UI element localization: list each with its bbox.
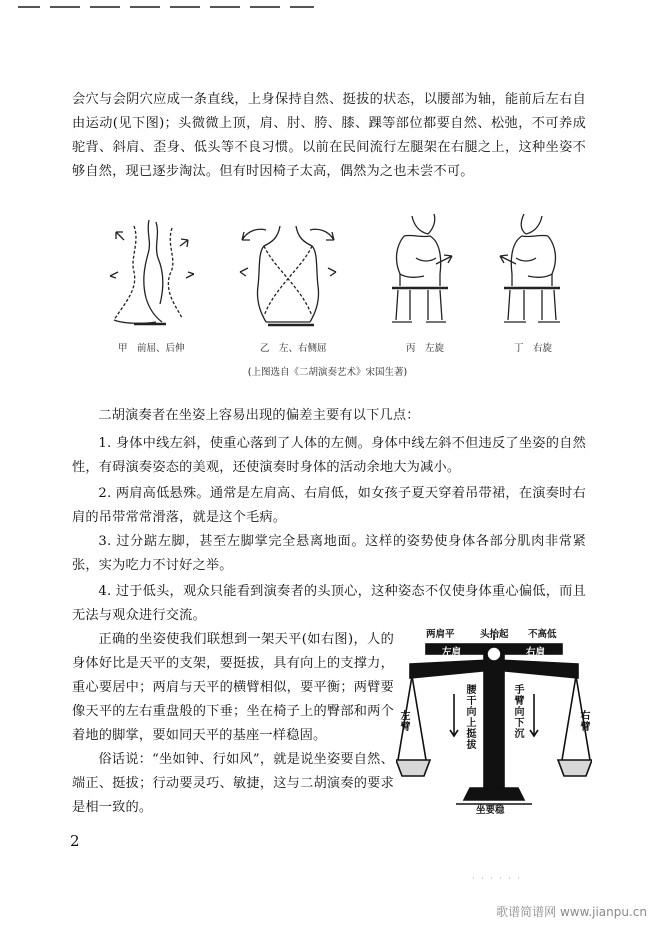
issue-2: 2. 两肩高低悬殊。通常是左肩高、右肩低，如女孩子夏天穿着吊带裙，在演奏时右肩的吊带常常滑落，就是这个毛病。 <box>72 486 586 525</box>
posture-figures <box>90 212 580 372</box>
seated-right-turn-icon <box>490 212 570 337</box>
intro-sentence: 二胡演奏者在坐姿上容易出现的偏差主要有以下几点： <box>98 408 420 423</box>
label-arms-sink: 手臂向下沉 <box>512 684 523 739</box>
balance-scale-icon <box>396 624 592 816</box>
side-bend-outline-icon <box>228 212 348 337</box>
issue-4: 4. 过于低头，观众只能看到演奏者的头顶心，这种姿态不仅使身体重心偏低，而且无法与观众进行交流。 <box>72 584 586 623</box>
figure-right-rotation <box>490 212 570 337</box>
label-left-arm: 左臂 <box>398 710 409 732</box>
label-head-up: 头抬起 <box>480 629 509 640</box>
issue-1: 1. 身体中线左斜，使重心落到了人体的左侧。身体中线左斜不但违反了坐姿的自然性，有碍演奏姿态的美观，还使演奏时身体的活动余地大为减小。 <box>72 436 586 475</box>
caption-yi: 乙 左、右侧屈 <box>260 343 327 354</box>
figure-source-note: (上图选自《二胡演奏艺术》宋国生著) <box>247 367 408 378</box>
label-right-arm: 右臂 <box>578 710 589 732</box>
footer-dots: · · · · · · <box>472 874 522 883</box>
caption-jia: 甲 前屈、后伸 <box>118 343 185 354</box>
label-sit-steady: 坐要稳 <box>476 805 505 816</box>
figure-side-bend <box>228 212 348 337</box>
caption-ding: 丁 右旋 <box>514 343 553 354</box>
label-shoulders-level: 两肩平 <box>426 629 455 640</box>
opening-paragraph: 会穴与会阴穴应成一条直线，上身保持自然、挺拔的状态，以腰部为轴，能前后左右自由运动(见下图)；头微微上顶，肩、肘、胯、膝、踝等部位都要自然、松弛，不可养成驼背、斜肩、歪身、低头等不良习惯。以前在民间流行左腿架在右腿之上，这种坐姿不够自然，现已逐步淘汰。但有时因椅子太高，偶然为之也未尝不可。 <box>72 92 586 179</box>
page-number: 2 <box>70 832 80 850</box>
balance-paragraph: 正确的坐姿使我们联想到一架天平(如右图)，人的身体好比是天平的支架，要挺拔，具有向上的支撑力，重心要居中；两肩与天平的横臂相似，要平衡；两臂要像天平的左右重盘般的下垂；坐在椅子上的臀部和两个着地的脚掌，要如同天平的基座一样稳固。 <box>72 632 394 743</box>
label-left-shoulder: 左肩 <box>442 647 462 658</box>
figure-forward-backward <box>94 212 204 337</box>
figure-left-rotation <box>382 212 462 337</box>
issue-3: 3. 过分踮左脚，甚至左脚掌完全悬离地面。这样的姿势使身体各部分肌肉非常紧张，实为吃力不讨好之举。 <box>72 534 586 573</box>
label-no-height-diff: 不高低 <box>528 629 557 640</box>
balance-scale-diagram <box>396 624 592 816</box>
label-spine-upright: 腰干向上挺拔 <box>464 684 475 750</box>
bending-outline-icon <box>94 212 204 337</box>
site-watermark: 歌谱简谱网 www.jianpu.cn <box>496 905 647 919</box>
caption-bing: 丙 左旋 <box>406 343 445 354</box>
saying-paragraph: 俗话说：“坐如钟、行如风”，就是说坐姿要自然、端正、挺拔；行动要灵巧、敏捷，这与二胡演奏的要求是相一致的。 <box>72 752 394 815</box>
label-right-shoulder: 右肩 <box>526 647 546 658</box>
top-edge-marks <box>10 6 650 12</box>
seated-left-turn-icon <box>382 212 462 337</box>
